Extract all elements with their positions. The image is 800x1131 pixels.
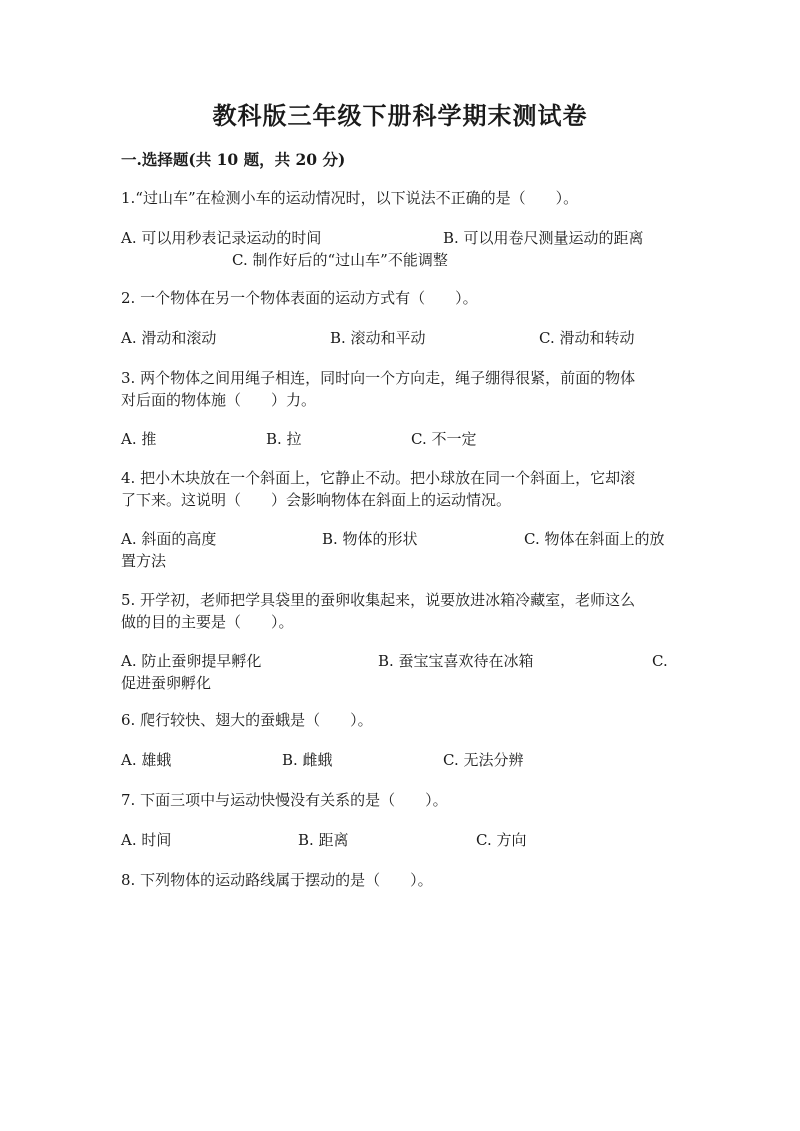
question-4-option-c: C. 物体在斜面上的放 (524, 530, 665, 548)
question-7-option-c: C. 方向 (476, 831, 527, 849)
question-4-option-b: B. 物体的形状 (322, 530, 418, 548)
question-2-option-a: A. 滑动和滚动 (121, 329, 217, 347)
question-4-stem-line-1: 4. 把小木块放在一个斜面上，它静止不动。把小球放在同一个斜面上，它却滚 (121, 469, 636, 487)
exam-title: 教科版三年级下册科学期末测试卷 (212, 101, 588, 130)
question-6-option-c: C. 无法分辨 (443, 751, 524, 769)
question-3-option-a: A. 推 (121, 430, 157, 448)
question-7-option-b: B. 距离 (298, 831, 349, 849)
question-5-stem-line-2: 做的目的主要是（ ）。 (121, 613, 294, 631)
question-4-stem-line-2: 了下来。这说明（ ）会影响物体在斜面上的运动情况。 (121, 491, 512, 509)
question-4-option-a: A. 斜面的高度 (121, 530, 217, 548)
question-7-option-a: A. 时间 (121, 831, 172, 849)
question-3-stem-line-1: 3. 两个物体之间用绳子相连，同时向一个方向走，绳子绷得很紧，前面的物体 (121, 369, 636, 387)
question-7-stem: 7. 下面三项中与运动快慢没有关系的是（ ）。 (121, 791, 448, 809)
question-1-option-c: C. 制作好后的“过山车”不能调整 (232, 251, 448, 269)
question-2-stem: 2. 一个物体在另一个物体表面的运动方式有（ ）。 (121, 289, 478, 307)
question-2-option-c: C. 滑动和转动 (539, 329, 635, 347)
question-6-stem: 6. 爬行较快、翅大的蚕蛾是（ ）。 (121, 711, 373, 729)
question-4-option-c-continued: 置方法 (121, 552, 167, 570)
question-5-stem-line-1: 5. 开学初，老师把学具袋里的蚕卵收集起来，说要放进冰箱冷藏室，老师这么 (121, 591, 636, 609)
question-1-stem: 1.“过山车”在检测小车的运动情况时，以下说法不正确的是（ ）。 (121, 189, 579, 207)
question-5-option-a: A. 防止蚕卵提早孵化 (121, 652, 262, 670)
section-heading: 一.选择题(共 10 题，共 20 分) (121, 150, 346, 169)
question-5-option-b: B. 蚕宝宝喜欢待在冰箱 (378, 652, 534, 670)
question-3-option-b: B. 拉 (266, 430, 302, 448)
question-5-option-c: C. (652, 652, 668, 670)
question-8-stem: 8. 下列物体的运动路线属于摆动的是（ ）。 (121, 871, 433, 889)
question-3-option-c: C. 不一定 (411, 430, 477, 448)
question-5-option-c-continued: 促进蚕卵孵化 (121, 674, 212, 692)
question-6-option-b: B. 雌蛾 (282, 751, 333, 769)
question-1-option-b: B. 可以用卷尺测量运动的距离 (443, 229, 644, 247)
question-1-option-a: A. 可以用秒表记录运动的时间 (121, 229, 322, 247)
question-6-option-a: A. 雄蛾 (121, 751, 172, 769)
question-2-option-b: B. 滚动和平动 (330, 329, 426, 347)
question-3-stem-line-2: 对后面的物体施（ ）力。 (121, 391, 317, 409)
